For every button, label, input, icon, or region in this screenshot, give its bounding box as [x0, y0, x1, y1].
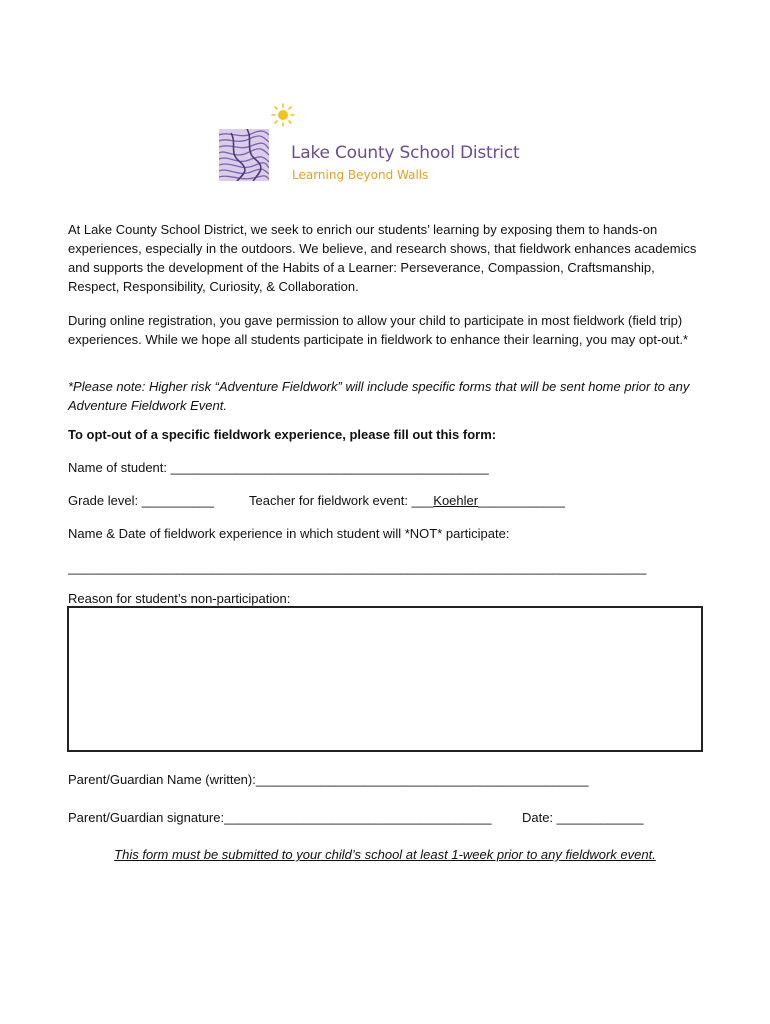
teacher-trailing: ____________ [478, 493, 565, 508]
submission-notice: This form must be submitted to your child’s school at least 1-week prior to any fieldwork event. [114, 847, 656, 862]
teacher-value: Koehler [433, 493, 479, 508]
district-logo [219, 103, 559, 188]
experience-field[interactable]: ________________________________________________________________________________ [68, 560, 647, 575]
district-tagline: Learning Beyond Walls [292, 168, 429, 182]
date-field[interactable]: Date: ____________ [522, 810, 644, 825]
sun-icon [271, 103, 295, 127]
adventure-note: *Please note: Higher risk “Adventure Fieldwork” will include specific forms that will be sent home prior to any Adventure Fieldwork Event. [68, 379, 690, 413]
registration-paragraph: During online registration, you gave permission to allow your child to participate in most fieldwork (field trip) experiences. While we hope all students participate in fieldwork to enhance their learning, you may opt-out.* [68, 313, 689, 347]
parent-signature-field[interactable]: Parent/Guardian signature:_____________________________________ [68, 810, 492, 825]
teacher-label: Teacher for fieldwork event: ___ [249, 493, 434, 508]
reason-label: Reason for student’s non-participation: [68, 591, 291, 606]
grade-level-field[interactable]: Grade level: __________ [68, 493, 215, 508]
teacher-field[interactable] [249, 493, 565, 508]
intro-paragraph: At Lake County School District, we seek to enrich our students’ learning by exposing them to hands-on experiences, especially in the outdoors. We believe, and research shows, that fieldwork enhances academics and supports the development of the Habits of a Learner: Perseverance, Compassion, Craftsmanship, Respect, Responsibility, Curiosity, & Collaboration. [68, 222, 697, 294]
student-name-field[interactable]: Name of student: ____________________________________________ [68, 460, 489, 475]
reason-textbox[interactable] [67, 606, 703, 752]
district-name: Lake County School District [291, 143, 520, 163]
landscape-mark-icon [219, 129, 269, 181]
experience-label: Name & Date of fieldwork experience in which student will *NOT* participate: [68, 526, 510, 541]
form-instructions: To opt-out of a specific fieldwork experience, please fill out this form: [68, 427, 497, 442]
parent-name-field[interactable]: Parent/Guardian Name (written):______________________________________________ [68, 772, 589, 787]
